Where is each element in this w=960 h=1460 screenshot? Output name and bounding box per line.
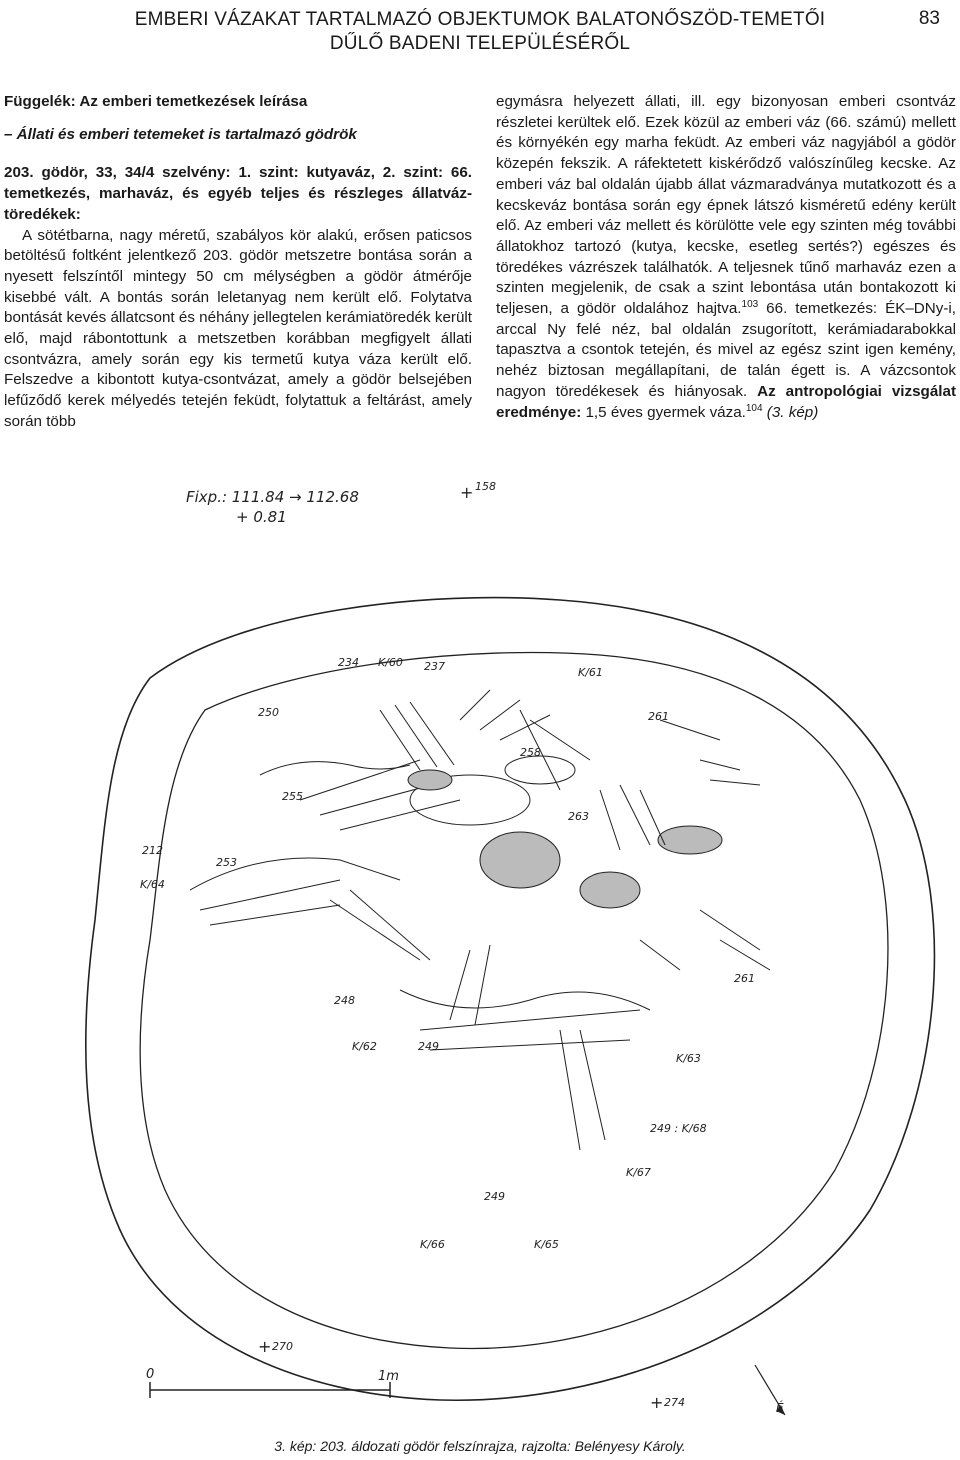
body-paragraph: A sötétbarna, nagy méretű, szabályos kör alakú, erősen paticsos betöltésű foltként jelentkező 203. gödör metszetre bontása során a nyesett felszíntől mintegy 50 cm mélységben a gödör átmérője kisebbé vált. A bontás során leletanyag nem került elő. Folytatva bontását kevés állatcsont és néhány jellegtelen kerámiatöredék került elő, majd rábontottunk a metszetben korábban megfigyelt állati csontvázra, amely során egy kis termetű kutya váza került elő. Felszedve a kibontott kutya-csontvázat, amely a gödör belsejében lefűződő kerek mélyedés tetején feküdt, folytattuk a feltárást, amely során több bbox=[4, 226, 472, 430]
find-label: K/60 bbox=[378, 656, 403, 669]
pit-plan-svg bbox=[0, 470, 960, 1435]
find-label: K/65 bbox=[534, 1238, 559, 1251]
find-label: K/64 bbox=[140, 878, 165, 891]
find-label: 258 bbox=[520, 746, 541, 759]
pit-inner-outline bbox=[140, 652, 888, 1348]
find-label: 237 bbox=[424, 660, 445, 673]
pit-plan-drawing bbox=[0, 470, 960, 1435]
scale-and-north bbox=[0, 1360, 960, 1430]
survey-point-marker: + bbox=[258, 1337, 272, 1356]
figure-reference: (3. kép) bbox=[762, 403, 819, 421]
right-column bbox=[496, 92, 956, 423]
text-run: 1,5 éves gyermek váza. bbox=[581, 403, 746, 421]
find-label: K/67 bbox=[626, 1166, 651, 1179]
appendix-heading: Függelék: Az emberi temetkezések leírása bbox=[4, 93, 308, 110]
figure-caption: 3. kép: 203. áldozati gödör felszínrajza, rajzolta: Belényesy Károly. bbox=[274, 1438, 686, 1454]
find-label: 253 bbox=[216, 856, 237, 869]
scale-label: 1m bbox=[378, 1369, 399, 1384]
running-title-line-1: EMBERI VÁZAKAT TARTALMAZÓ OBJEKTUMOK BALATONŐSZÖD-TEMETŐI bbox=[134, 9, 826, 30]
find-label: K/61 bbox=[578, 666, 603, 679]
find-label: K/62 bbox=[352, 1040, 377, 1053]
survey-point-marker: + bbox=[460, 483, 474, 502]
survey-point-marker: + bbox=[650, 1393, 664, 1412]
pit-outer-outline bbox=[86, 598, 935, 1401]
find-label: K/66 bbox=[420, 1238, 445, 1251]
running-title bbox=[60, 8, 900, 56]
find-label: 250 bbox=[258, 706, 279, 719]
find-label: 249 bbox=[418, 1040, 439, 1053]
find-label: 249 bbox=[484, 1190, 505, 1203]
page-number: 83 bbox=[918, 8, 940, 29]
find-label: 234 bbox=[338, 656, 359, 669]
elevation-label: 270 bbox=[272, 1340, 293, 1353]
fixpoint-label: Fixp.: 111.84 → 112.68 bbox=[186, 488, 359, 506]
fixpoint-offset: + 0.81 bbox=[236, 508, 287, 526]
footnote-ref: 103 bbox=[741, 298, 759, 310]
find-label: 261 bbox=[648, 710, 669, 723]
feature-heading: 203. gödör, 33, 34/4 szelvény: 1. szint: kutyaváz, 2. szint: 66. temetkezés, marhaváz, és egyéb teljes és részleges állatváz-töredékek: bbox=[4, 164, 472, 223]
text-run: egymásra helyezett állati, ill. egy bizonyosan emberi csontváz részletei kerültek elő. Ezek közül az emberi váz (66. számú) mellett és környékén egy marha feküdt. Az emberi váz nagyjából a gödör közepén fekszik. A ráfektetett kiskérődző valószínűleg kecske. Az emberi váz bal oldalán újabb állat vázmaradványa mutatkozott és a kecskeváz bontása során egy épnek látszó kisméretű edény került elő. Az emberi váz mellett és körülötte vele egy szinten még további állatokhoz tartozó (kutya, kecske, esetleg sertés?) egészes és töredékes vázrészek találhatók. A teljesnek tűnő marhaváz ezen a szinten megjelenik, de csak a szint lebontása után bontakozott ki teljesen, a gödör oldalához hajtva. bbox=[496, 93, 956, 318]
bone-cluster bbox=[190, 690, 770, 1150]
text-run: 66. temetkezés: ÉK–DNy-i, arccal Ny felé néz, bal oldalán zsugorított, kerámiadarabokkal tapasztva a csontok tetején, és mivel az egész szint igen kemény, nehéz biztosan megállapítani, de talán égett is. A vázcsontok nagyon töredékesek és hiányosak. bbox=[496, 300, 956, 400]
footnote-ref: 104 bbox=[745, 402, 763, 414]
left-column bbox=[4, 92, 472, 433]
elevation-label: 158 bbox=[475, 480, 496, 493]
find-label: 261 bbox=[734, 972, 755, 985]
scale-zero-label: 0 bbox=[146, 1367, 155, 1382]
find-label: K/63 bbox=[676, 1052, 701, 1065]
running-title-line-2: DŰLŐ BADENI TELEPÜLÉSÉRŐL bbox=[329, 33, 631, 54]
elevation-label: 274 bbox=[664, 1396, 685, 1409]
find-label: 248 bbox=[334, 994, 355, 1007]
find-label: 255 bbox=[282, 790, 303, 803]
find-label: 263 bbox=[568, 810, 589, 823]
north-label: É bbox=[776, 1401, 784, 1415]
body-paragraph-continued bbox=[496, 92, 956, 423]
find-label: 212 bbox=[142, 844, 163, 857]
find-label: 249 : K/68 bbox=[650, 1122, 707, 1135]
section-subheading: – Állati és emberi tetemeket is tartalmazó gödrök bbox=[4, 125, 357, 143]
anthropology-result-label: Az antropológiai vizsgálat eredménye: bbox=[496, 382, 956, 421]
